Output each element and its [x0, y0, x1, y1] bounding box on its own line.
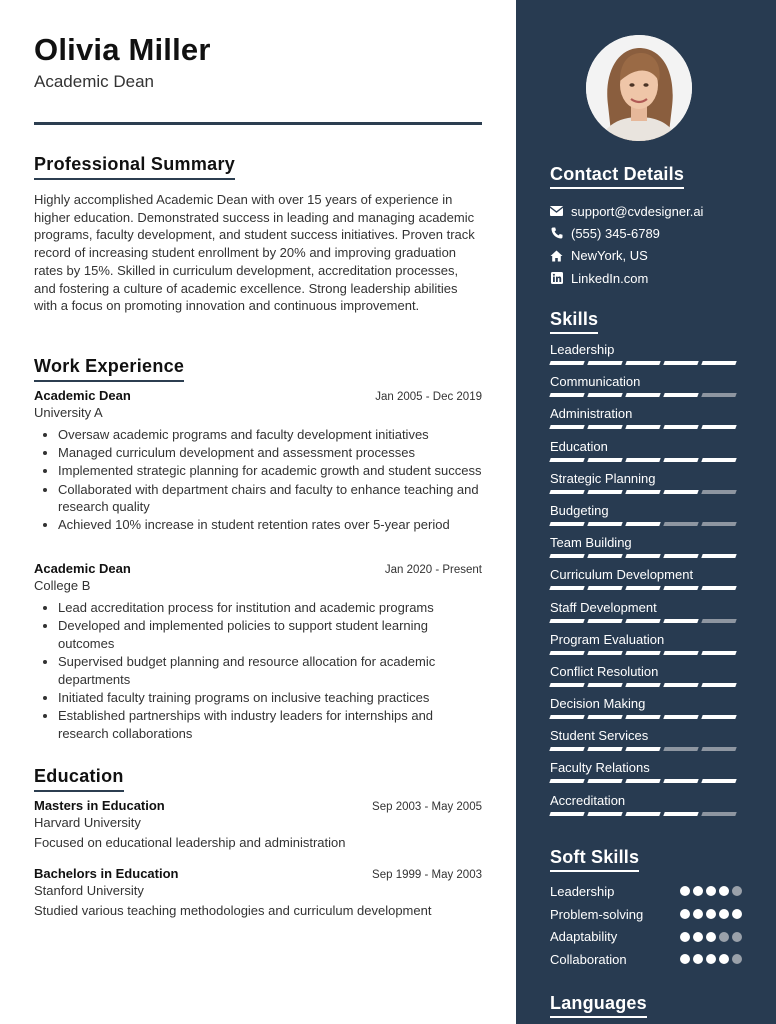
contact-phone[interactable]: [550, 222, 750, 244]
skill-level-bar: [550, 393, 742, 397]
skill-level-segment: [663, 522, 698, 526]
skill-level-segment: [663, 747, 698, 751]
skill-level-segment: [701, 619, 736, 623]
skill-level-segment: [625, 812, 660, 816]
contact-linkedin[interactable]: [550, 267, 750, 289]
skill-item: [550, 342, 742, 374]
rating-dot: [680, 886, 690, 896]
job-entry: [34, 561, 482, 743]
skill-item: [550, 696, 742, 728]
soft-skill-name: Adaptability: [550, 929, 618, 945]
rating-dot: [732, 886, 742, 896]
skill-level-bar: [550, 715, 742, 719]
skill-level-segment: [701, 522, 736, 526]
skill-level-segment: [663, 458, 698, 462]
rating-dot: [719, 909, 729, 919]
skill-level-segment: [549, 490, 584, 494]
job-bullet: • Developed and implemented policies to support student learning outcomes: [58, 617, 482, 652]
degree: Masters in Education: [34, 798, 165, 813]
skill-item: [550, 728, 742, 760]
experience-heading: Work Experience: [34, 356, 184, 382]
job-role: Academic Dean: [34, 388, 131, 403]
job-dates: Jan 2005 - Dec 2019: [375, 391, 482, 403]
education-dates: Sep 2003 - May 2005: [372, 801, 482, 813]
skill-level-segment: [587, 715, 622, 719]
skill-level-segment: [549, 554, 584, 558]
skill-level-segment: [663, 490, 698, 494]
skill-level-segment: [625, 522, 660, 526]
skill-name: Staff Development: [550, 599, 657, 615]
skill-level-segment: [701, 425, 736, 429]
skill-level-segment: [587, 619, 622, 623]
skill-name: Student Services: [550, 728, 649, 744]
skill-level-bar: [550, 683, 742, 687]
skill-level-segment: [587, 554, 622, 558]
skill-level-segment: [701, 683, 736, 687]
skill-name: Accreditation: [550, 792, 626, 808]
skill-name: Team Building: [550, 535, 632, 551]
rating-dot: [719, 886, 729, 896]
skill-level-segment: [549, 393, 584, 397]
contact-email-text: support@cvdesigner.ai: [571, 203, 704, 219]
skill-level-segment: [549, 522, 584, 526]
job-bullet: • Initiated faculty training programs on inclusive teaching practices: [58, 689, 482, 707]
skills-list: [550, 342, 742, 825]
skill-level-segment: [625, 683, 660, 687]
rating-dot: [706, 932, 716, 942]
skill-level-bar: [550, 522, 742, 526]
skill-level-bar: [550, 586, 742, 590]
candidate-title: Academic Dean: [34, 72, 155, 91]
skill-item: [550, 374, 742, 406]
skill-level-segment: [549, 361, 584, 365]
job-bullet: • Supervised budget planning and resource allocation for academic departments: [58, 653, 482, 688]
skill-item: [550, 632, 742, 664]
school: Harvard University: [34, 815, 141, 830]
education-description: Focused on educational leadership and administration: [34, 835, 346, 850]
skill-level-segment: [701, 715, 736, 719]
job-role: Academic Dean: [34, 561, 131, 576]
skill-level-segment: [663, 715, 698, 719]
job-bullet: • Implemented strategic planning for academic growth and student success: [58, 462, 482, 480]
skill-level-bar: [550, 554, 742, 558]
school: Stanford University: [34, 883, 144, 898]
rating-dot: [719, 954, 729, 964]
skill-level-segment: [625, 619, 660, 623]
skill-level-segment: [701, 812, 736, 816]
soft-skill-item: [550, 880, 742, 903]
skill-name: Administration: [550, 406, 633, 422]
rating-dot: [719, 932, 729, 942]
skill-level-segment: [549, 651, 584, 655]
skill-name: Curriculum Development: [550, 567, 694, 583]
rating-dot: [706, 886, 716, 896]
skill-name: Communication: [550, 374, 641, 390]
skill-level-segment: [625, 361, 660, 365]
skill-level-segment: [587, 651, 622, 655]
job-bullets: [34, 426, 482, 534]
soft-skill-name: Problem-solving: [550, 906, 644, 922]
skill-level-segment: [663, 586, 698, 590]
skill-level-bar: [550, 619, 742, 623]
soft-skill-rating: [680, 932, 742, 942]
skill-item: [550, 567, 742, 599]
job-bullet: • Managed curriculum development and assessment processes: [58, 444, 482, 462]
skill-level-segment: [549, 747, 584, 751]
job-bullet: • Collaborated with department chairs and faculty to enhance teaching and research quality: [58, 481, 482, 516]
job-bullet: • Lead accreditation process for institution and academic programs: [58, 599, 482, 617]
education-entry: [34, 798, 482, 850]
skill-name: Strategic Planning: [550, 470, 656, 486]
skill-level-segment: [625, 425, 660, 429]
profile-photo: [586, 35, 692, 141]
job-organization: College B: [34, 578, 91, 593]
skill-item: [550, 471, 742, 503]
rating-dot: [680, 954, 690, 964]
skill-level-bar: [550, 425, 742, 429]
rating-dot: [693, 932, 703, 942]
soft-skill-item: [550, 925, 742, 948]
skill-level-segment: [701, 747, 736, 751]
skill-level-segment: [587, 522, 622, 526]
skill-level-segment: [549, 619, 584, 623]
skill-name: Leadership: [550, 342, 615, 357]
skill-level-segment: [625, 458, 660, 462]
skill-level-segment: [701, 651, 736, 655]
skill-level-segment: [663, 393, 698, 397]
skill-level-segment: [701, 554, 736, 558]
skill-name: Decision Making: [550, 696, 646, 712]
soft-skills-list: [550, 880, 742, 971]
degree: Bachelors in Education: [34, 866, 179, 881]
skill-level-bar: [550, 490, 742, 494]
skill-level-segment: [625, 747, 660, 751]
contact-location: [550, 245, 750, 267]
rating-dot: [680, 932, 690, 942]
rating-dot: [732, 909, 742, 919]
skill-level-segment: [587, 683, 622, 687]
skill-level-segment: [587, 747, 622, 751]
contact-email[interactable]: [550, 200, 750, 222]
education-dates: Sep 1999 - May 2003: [372, 869, 482, 881]
rating-dot: [732, 932, 742, 942]
skill-level-segment: [549, 458, 584, 462]
skill-level-segment: [549, 812, 584, 816]
job-entry: [34, 388, 482, 535]
skill-level-bar: [550, 458, 742, 462]
candidate-name: Olivia Miller: [34, 32, 211, 67]
skill-level-segment: [663, 812, 698, 816]
linkedin-icon: [550, 272, 563, 285]
skill-level-segment: [625, 715, 660, 719]
summary-text: Highly accomplished Academic Dean with over 15 years of experience in higher education. Demonstrated success in leading and managing academic programs, faculty development, and student success initiatives. Proven track record of increasing student enrollment by 20% and improving graduation rates by 15%. Skilled in curriculum development, accreditation processes, and fostering a culture of academic excellence. Strong leadership abilities with a focus on promoting innovation and continuous improvement.: [34, 192, 475, 314]
skill-level-segment: [549, 586, 584, 590]
skill-level-segment: [587, 361, 622, 365]
envelope-icon: [550, 205, 563, 218]
skill-level-segment: [587, 393, 622, 397]
rating-dot: [706, 909, 716, 919]
skill-level-segment: [625, 779, 660, 783]
skill-item: [550, 600, 742, 632]
skill-level-bar: [550, 361, 742, 365]
skill-name: Conflict Resolution: [550, 663, 659, 679]
skill-level-segment: [587, 490, 622, 494]
skill-level-segment: [625, 651, 660, 655]
contact-list: [550, 200, 750, 289]
skill-level-bar: [550, 779, 742, 783]
skill-name: Budgeting: [550, 502, 609, 518]
skill-level-segment: [587, 586, 622, 590]
soft-skill-rating: [680, 909, 742, 919]
skill-level-segment: [701, 779, 736, 783]
job-dates: Jan 2020 - Present: [384, 564, 482, 576]
skill-level-segment: [701, 490, 736, 494]
rating-dot: [693, 954, 703, 964]
skill-name: Faculty Relations: [550, 760, 650, 776]
skill-name: Program Evaluation: [550, 631, 665, 647]
header-divider: [34, 122, 482, 125]
soft-skill-item: [550, 903, 742, 926]
skill-level-segment: [701, 458, 736, 462]
skill-level-segment: [625, 490, 660, 494]
job-bullet: • Established partnerships with industry leaders for internships and research collaborations: [58, 707, 482, 742]
skill-level-segment: [549, 715, 584, 719]
skill-level-segment: [663, 651, 698, 655]
contact-linkedin-text: LinkedIn.com: [571, 270, 649, 286]
soft-skills-heading: Soft Skills: [550, 847, 639, 872]
skill-level-segment: [663, 361, 698, 365]
skill-level-bar: [550, 651, 742, 655]
contact-heading: Contact Details: [550, 164, 684, 189]
skill-level-segment: [587, 458, 622, 462]
job-bullets: [34, 599, 482, 742]
languages-heading: Languages: [550, 993, 647, 1018]
soft-skill-rating: [680, 954, 742, 964]
portrait-image: [586, 35, 692, 141]
skill-level-segment: [625, 393, 660, 397]
skill-level-segment: [587, 812, 622, 816]
skill-level-segment: [663, 554, 698, 558]
job-organization: University A: [34, 405, 103, 420]
skill-item: [550, 793, 742, 825]
job-bullet: • Achieved 10% increase in student retention rates over 5-year period: [58, 516, 482, 534]
skill-level-segment: [587, 425, 622, 429]
rating-dot: [680, 909, 690, 919]
skill-level-segment: [701, 586, 736, 590]
skill-level-segment: [663, 619, 698, 623]
skill-level-segment: [587, 779, 622, 783]
summary-heading: Professional Summary: [34, 154, 235, 180]
skill-level-segment: [549, 425, 584, 429]
skill-level-bar: [550, 747, 742, 751]
rating-dot: [706, 954, 716, 964]
skill-level-segment: [549, 683, 584, 687]
soft-skill-name: Collaboration: [550, 951, 627, 967]
skill-level-segment: [663, 779, 698, 783]
phone-icon: [550, 227, 563, 240]
skill-item: [550, 406, 742, 438]
skill-level-segment: [549, 779, 584, 783]
rating-dot: [732, 954, 742, 964]
education-entry: [34, 866, 482, 918]
skill-level-segment: [663, 683, 698, 687]
soft-skill-rating: [680, 886, 742, 896]
skill-item: [550, 760, 742, 792]
home-icon: [550, 249, 563, 262]
skill-level-segment: [625, 554, 660, 558]
skills-heading: Skills: [550, 309, 598, 334]
education-heading: Education: [34, 766, 124, 792]
soft-skill-name: Leadership: [550, 883, 615, 899]
job-bullet: • Oversaw academic programs and faculty development initiatives: [58, 426, 482, 444]
skill-item: [550, 439, 742, 471]
skill-item: [550, 535, 742, 567]
skill-item: [550, 664, 742, 696]
soft-skill-item: [550, 948, 742, 971]
contact-phone-text: (555) 345-6789: [571, 225, 660, 241]
skill-item: [550, 503, 742, 535]
skill-level-bar: [550, 812, 742, 816]
skill-level-segment: [625, 586, 660, 590]
skill-name: Education: [550, 438, 608, 454]
education-description: Studied various teaching methodologies and curriculum development: [34, 903, 432, 918]
rating-dot: [693, 909, 703, 919]
skill-level-segment: [701, 393, 736, 397]
skill-level-segment: [701, 361, 736, 365]
contact-location-text: NewYork, US: [571, 248, 648, 264]
rating-dot: [693, 886, 703, 896]
skill-level-segment: [663, 425, 698, 429]
